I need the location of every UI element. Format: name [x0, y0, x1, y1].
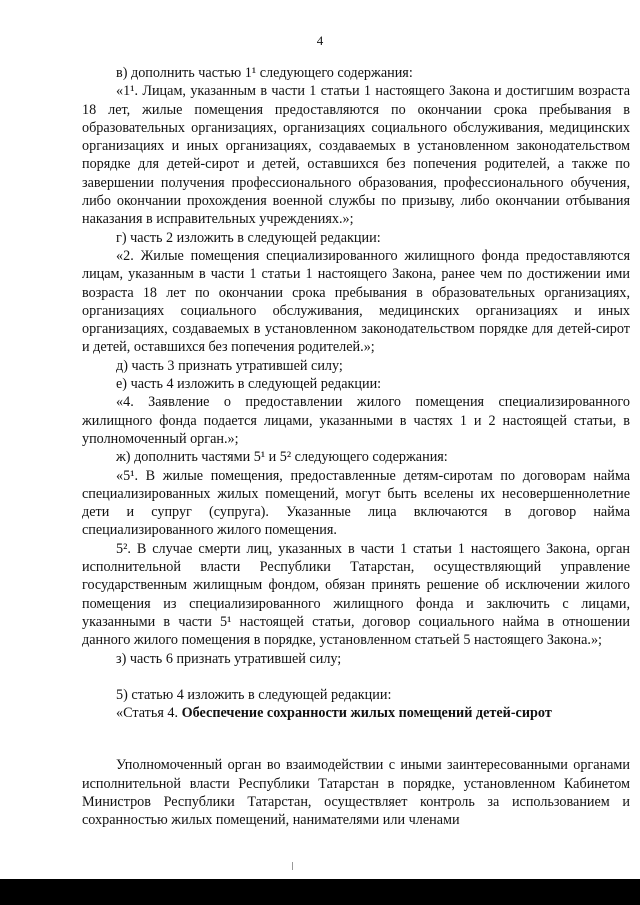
paragraph-article-4-body: Уполномоченный орган во взаимодействии с иными заинтересованными органами исполнительной власти Республики Татарстан в порядке, установленном Кабинетом Министров Республики Татарстан, осуществляет контроль за использованием и сохранностью жилых помещений, нанимателями или членами — [82, 757, 630, 829]
article-4-number: «Статья 4. — [116, 705, 179, 722]
paragraph-amendment-v: в) дополнить частью 1¹ следующего содержания: — [116, 65, 413, 81]
paragraph-part-2: «2. Жилые помещения специализированного жилищного фонда предоставляются лицам, указанным в части 1 статьи 1 настоящего Закона, ранее чем по достижении ими возраста 18 лет по окончании срока пребывания в образовательных организациях, организациях социального обслуживания, медицинских организациях и иных организациях, создаваемых в установленном законодательством порядке для детей-сирот и детей, оставшихся без попечения родителей.»; — [82, 247, 630, 356]
paragraph-item-5: 5) статью 4 изложить в следующей редакции: — [116, 686, 392, 703]
paragraph-part-4: «4. Заявление о предоставлении жилого помещения специализированного жилищного фонда подается лицами, указанными в частях 1 и 2 настоящей статьи, в уполномоченный орган.»; — [82, 394, 630, 447]
document-body — [82, 64, 630, 830]
paragraph-amendment-d: д) часть 3 признать утратившей силу; — [116, 357, 343, 374]
paragraph-part-5-2: 5². В случае смерти лиц, указанных в части 1 статьи 1 настоящего Закона, орган исполнительной власти Республики Татарстан, осуществляющий управление государственным жилищным фондом, обязан принять решение об исключении жилого помещения из специализированного жилищного фонда и заключить с лицами, указанными в части 5¹ настоящей статьи, договор социального найма в отношении данного жилого помещения в порядке, установленном статьей 5 настоящего Закона.»; — [82, 540, 630, 649]
article-4-title: Обеспечение сохранности жилых помещений детей-сирот — [181, 705, 552, 722]
spacer — [82, 722, 630, 756]
paragraph-part-1-1: «1¹. Лицам, указанным в части 1 статьи 1 настоящего Закона и достигшим возраста 18 лет, жилые помещения предоставляются по окончании срока пребывания в образовательных организациях, организациях социального обслуживания, медицинских организациях и иных организациях, создаваемых в установленном законодательством порядке для детей-сирот и детей, оставшихся без попечения родителей, а также по завершении получения профессионального образования, профессионального обучения, либо окончании прохождения военной службы по призыву, либо окончании отбывания наказания в исправительных учреждениях.»; — [82, 83, 630, 228]
spacer — [82, 668, 630, 686]
scan-bottom-border — [0, 879, 640, 905]
paragraph-amendment-e: е) часть 4 изложить в следующей редакции: — [116, 376, 382, 393]
paragraph-part-5-1: «5¹. В жилые помещения, предоставленные детям-сиротам по договорам найма специализированных жилых помещений, могут быть вселены их несовершеннолетние дети и супруг (супруга). Указанные лица включаются в договор найма специализированного жилого помещения. — [82, 467, 630, 539]
paragraph-amendment-zh: ж) дополнить частями 5¹ и 5² следующего содержания: — [116, 449, 448, 466]
page-number: 4 — [316, 33, 324, 48]
article-4-heading — [82, 704, 630, 722]
paragraph-amendment-z: з) часть 6 признать утратившей силу; — [116, 650, 342, 667]
paragraph-amendment-g: г) часть 2 изложить в следующей редакции: — [116, 229, 381, 246]
scan-speck — [292, 862, 293, 870]
